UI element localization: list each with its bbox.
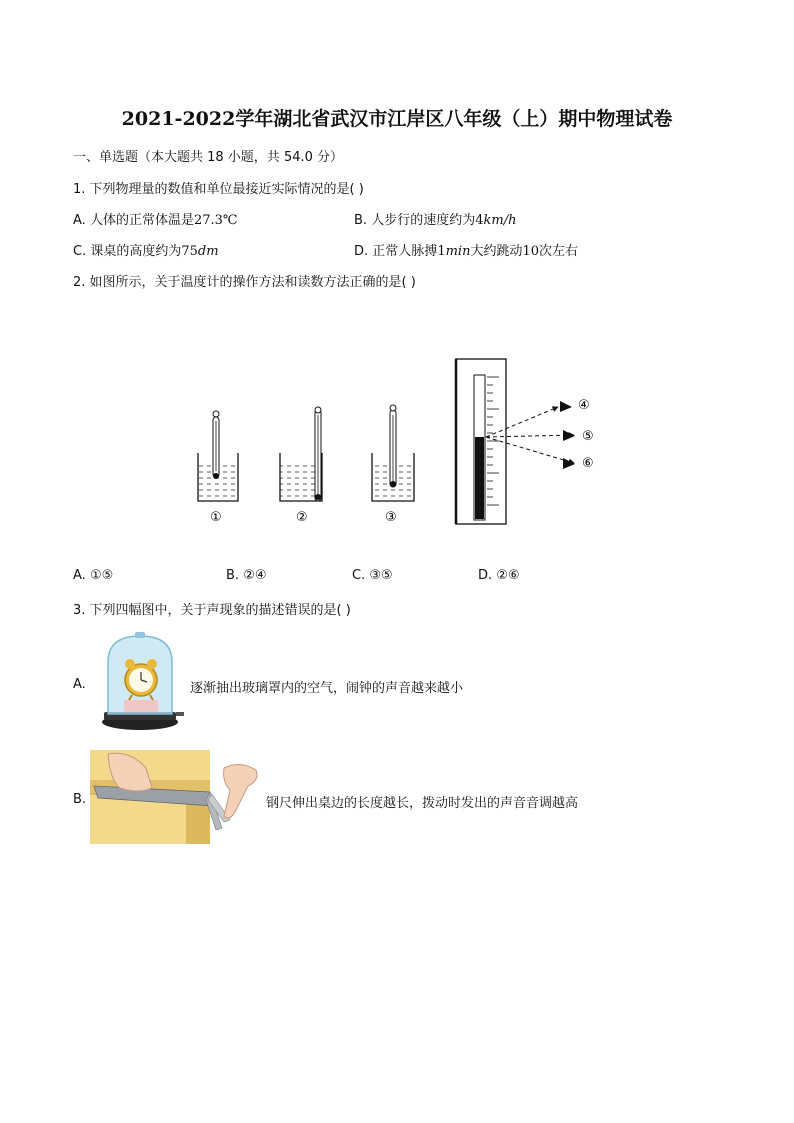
thermometer-closeup: [456, 359, 506, 524]
option-label: B.: [354, 213, 368, 228]
option-value: ②⑥: [496, 568, 520, 583]
question-1-stem: 1. 下列物理量的数值和单位最接近实际情况的是( ): [73, 182, 364, 197]
exam-title: 2021-2022学年湖北省武汉市江岸区八年级（上）期中物理试卷: [121, 108, 673, 130]
question-2-stem: 2. 如图所示，关于温度计的操作方法和读数方法正确的是( ): [73, 275, 416, 290]
eye-icon: [560, 401, 575, 469]
option-label: D.: [354, 244, 369, 259]
bell-jar-alarm-clock-image: [100, 632, 186, 732]
beaker-1: [198, 411, 238, 501]
figure-label-2: ②: [296, 510, 308, 525]
q1-option-c: [73, 240, 219, 259]
q2-option-b: [226, 568, 267, 583]
figure-label-6: ⑥: [582, 456, 594, 471]
beaker-2: [280, 407, 322, 501]
q1-option-b: [354, 209, 516, 228]
q3-option-a-text: 逐渐抽出玻璃罩内的空气，闹钟的声音越来越小: [190, 681, 464, 696]
beaker-3: [372, 405, 414, 501]
ruler-on-desk-image: [90, 750, 268, 844]
option-number: 4: [475, 213, 484, 228]
option-label: B.: [226, 568, 240, 583]
option-unit: dm: [197, 244, 219, 259]
option-text: 正常人脉搏: [372, 244, 438, 259]
option-number: 10: [522, 244, 540, 259]
option-value: ③⑤: [369, 568, 393, 583]
figure-label-4: ④: [578, 398, 590, 413]
option-unit: min: [445, 244, 471, 259]
option-text: 人体的正常体温是: [89, 213, 194, 228]
option-number: 1: [437, 244, 446, 259]
option-text: 次左右: [539, 244, 579, 259]
option-unit: km/h: [483, 213, 517, 228]
q3-option-a-label: A.: [73, 677, 86, 692]
figure-label-5: ⑤: [582, 429, 594, 444]
q2-option-c: [352, 568, 393, 583]
figure-label-1: ①: [210, 510, 222, 525]
option-label: C.: [73, 244, 87, 259]
option-label: A.: [73, 568, 86, 583]
q1-option-a: [73, 209, 237, 228]
option-label: A.: [73, 213, 86, 228]
section-heading: 一、单选题（本大题共 18 小题，共 54.0 分）: [73, 150, 344, 165]
option-value: ①⑤: [89, 568, 114, 583]
option-value: 27.3℃: [193, 213, 238, 228]
q3-option-b-text: 钢尺伸出桌边的长度越长，拨动时发出的声音音调越高: [266, 796, 579, 811]
option-text: 课桌的高度约为: [90, 244, 182, 259]
option-label: D.: [478, 568, 493, 583]
option-number: 75: [181, 244, 198, 259]
q2-option-a: [73, 568, 113, 583]
q1-option-d: [354, 240, 578, 259]
q2-option-d: [478, 568, 520, 583]
q3-option-b-label: B.: [73, 792, 87, 807]
option-text: 大约跳动: [470, 244, 523, 259]
figure-label-3: ③: [385, 510, 397, 525]
option-text: 人步行的速度约为: [371, 213, 476, 228]
thermometer-figure: [190, 355, 610, 530]
option-value: ②④: [243, 568, 267, 583]
question-3-stem: 3. 下列四幅图中，关于声现象的描述错误的是( ): [73, 603, 351, 618]
option-label: C.: [352, 568, 366, 583]
